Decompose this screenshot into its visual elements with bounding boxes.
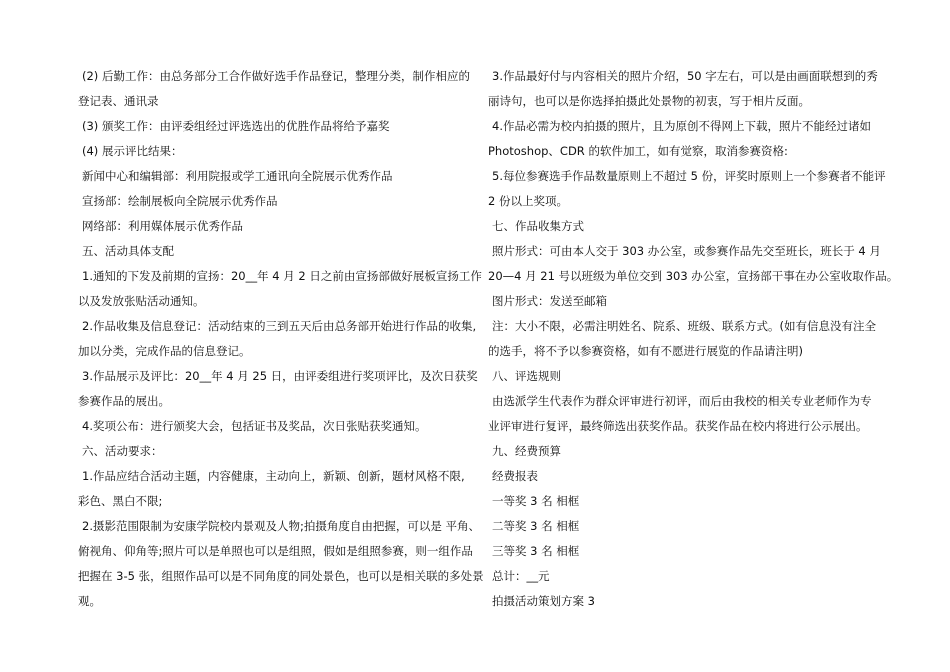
text-line: 三等奖 3 名 相框 <box>492 544 580 558</box>
text-line: 登记表、通讯录 <box>78 94 159 108</box>
text-line: 拍摄活动策划方案 3 <box>492 594 595 608</box>
text-line: 经费报表 <box>492 469 538 483</box>
right-text-column <box>488 64 899 614</box>
text-line: 参赛作品的展出。 <box>78 394 170 408</box>
text-line: 七、作品收集方式 <box>492 219 584 233</box>
text-line: 2 份以上奖项。 <box>488 194 568 208</box>
text-line: 六、活动要求： <box>82 444 163 458</box>
text-line: 观。 <box>78 594 101 608</box>
text-line: 4.奖项公布：进行颁奖大会，包括证书及奖品，次日张贴获奖通知。 <box>82 419 427 433</box>
text-line: 图片形式：发送至邮箱 <box>492 294 607 308</box>
text-line: 丽诗句，也可以是你选择拍摄此处景物的初衷，写于相片反面。 <box>488 94 810 108</box>
text-line: 5.每位参赛选手作品数量原则上不超过 5 份，评奖时原则上一个参赛者不能评 <box>492 169 886 183</box>
text-line: 加以分类，完成作品的信息登记。 <box>78 344 251 358</box>
text-line: (3) 颁奖工作：由评委组经过评选选出的优胜作品将给予嘉奖 <box>82 119 390 133</box>
text-line: 业评审进行复评，最终筛选出获奖作品。获奖作品在校内将进行公示展出。 <box>488 419 868 433</box>
text-line: 3.作品展示及评比：20__年 4 月 25 日，由评委组进行奖项评比，及次日获奖 <box>82 369 478 383</box>
text-line: 照片形式：可由本人交于 303 办公室，或参赛作品先交至班长，班长于 4 月 <box>492 244 881 258</box>
text-line: 1.作品应结合活动主题，内容健康，主动向上，新颖、创新，题材风格不限, <box>82 469 465 483</box>
text-line: 20—4 月 21 号以班级为单位交到 303 办公室，宣扬部干事在办公室收取作品。 <box>488 269 899 283</box>
text-line: 网络部：利用媒体展示优秀作品 <box>82 219 243 233</box>
text-line: (2) 后勤工作：由总务部分工合作做好选手作品登记，整理分类，制作相应的 <box>82 69 470 83</box>
text-line: 的选手，将不予以参赛资格，如有不愿进行展览的作品请注明) <box>488 344 803 358</box>
text-line: 宣扬部：绘制展板向全院展示优秀作品 <box>82 194 278 208</box>
text-line: 注：大小不限，必需注明姓名、院系、班级、联系方式。(如有信息没有注全 <box>492 319 876 333</box>
text-line: 新闻中心和编辑部：利用院报或学工通讯向全院展示优秀作品 <box>82 169 393 183</box>
text-line: 一等奖 3 名 相框 <box>492 494 580 508</box>
text-line: 以及发放张贴活动通知。 <box>78 294 205 308</box>
text-line: 3.作品最好付与内容相关的照片介绍，50 字左右，可以是由画面联想到的秀 <box>492 69 878 83</box>
text-line: 1.通知的下发及前期的宣扬：20__年 4 月 2 日之前由宣扬部做好展板宣扬工作 <box>82 269 482 283</box>
text-line: (4) 展示评比结果： <box>82 144 183 158</box>
text-line: 4.作品必需为校内拍摄的照片，且为原创不得网上下载，照片不能经过诸如 <box>492 119 871 133</box>
text-line: 由选派学生代表作为群众评审进行初评，而后由我校的相关专业老师作为专 <box>492 394 872 408</box>
text-line: 彩色、黑白不限; <box>78 494 163 508</box>
text-line: 总计：__元 <box>492 569 550 583</box>
left-text-column <box>78 64 484 614</box>
text-line: 俯视角、仰角等;照片可以是单照也可以是组照，假如是组照参赛，则一组作品 <box>78 544 473 558</box>
text-line: 五、活动具体支配 <box>82 244 174 258</box>
text-line: 把握在 3-5 张，组照作品可以是不同角度的同处景色，也可以是相关联的多处景 <box>78 569 484 583</box>
text-line: 八、评选规则 <box>492 369 561 383</box>
text-line: 二等奖 3 名 相框 <box>492 519 580 533</box>
text-line: 2.摄影范围限制为安康学院校内景观及人物;拍摄角度自由把握，可以是 平角、 <box>82 519 480 533</box>
text-line: Photoshop、CDR 的软件加工，如有觉察，取消参赛资格: <box>488 144 788 158</box>
text-line: 九、经费预算 <box>492 444 561 458</box>
text-line: 2.作品收集及信息登记：活动结束的三到五天后由总务部开始进行作品的收集, <box>82 319 477 333</box>
